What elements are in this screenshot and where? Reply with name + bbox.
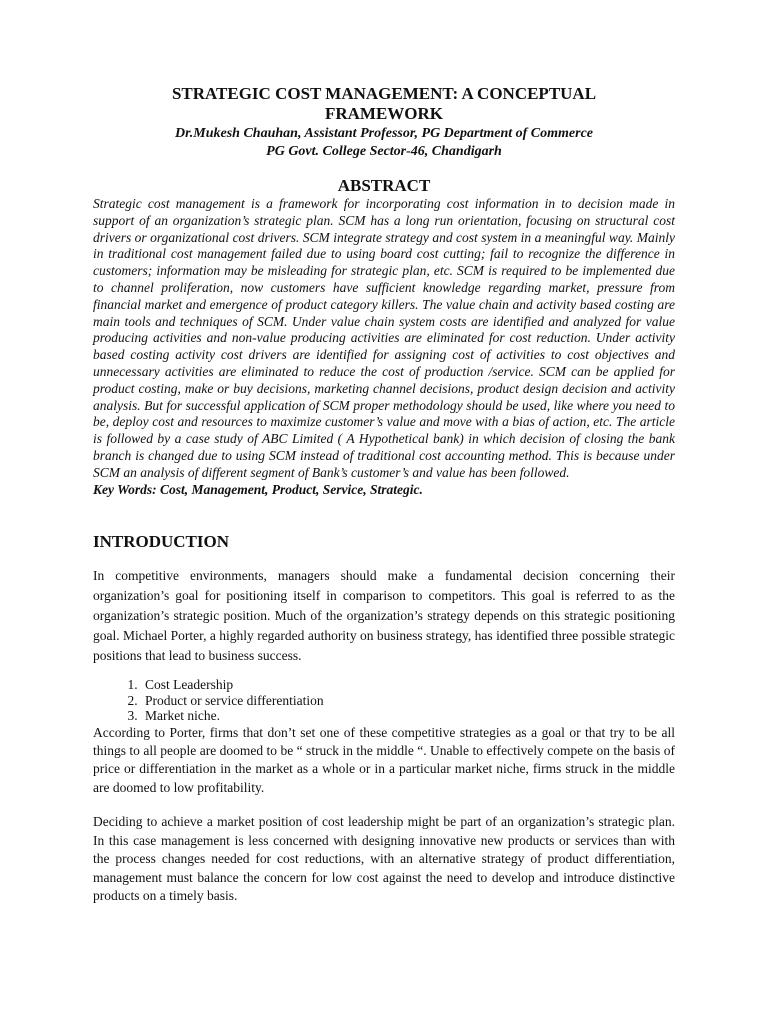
author-affiliation: Dr.Mukesh Chauhan, Assistant Professor, PG Department of Commerce xyxy=(175,126,593,141)
intro-paragraph-2: According to Porter, firms that don’t set one of these competitive strategies as a goal or that try to be all things to all people are doomed to be “ struck in the middle “. Unable to effectively compete on the basis of price or differentiation in the market as a whole or in a particular market niche, firms struck in the middle are doomed to low profitability. xyxy=(93,724,675,795)
list-item: 3. Market niche. xyxy=(141,708,675,724)
introduction-heading: INTRODUCTION xyxy=(93,532,230,552)
keywords: Key Words: Cost, Management, Product, Service, Strategic. xyxy=(93,481,423,497)
paper-page xyxy=(93,84,675,906)
intro-paragraph-1: In competitive environments, managers should make a fundamental decision concerning their organization’s goal for positioning itself in comparison to competitors. This goal is referred to as the organization’s strategic position. Much of the organization’s strategy depends on this strategic positioning goal. Michael Porter, a highly regarded authority on business strategy, has identified three possible strategic positions that lead to business success. xyxy=(93,568,675,664)
list-item: 1. Cost Leadership xyxy=(141,677,675,693)
paper-title: STRATEGIC COST MANAGEMENT: A CONCEPTUAL FRAMEWORK xyxy=(171,84,597,123)
list-item: 2. Product or service differentiation xyxy=(141,693,675,709)
abstract-heading: ABSTRACT xyxy=(337,176,431,195)
intro-paragraph-3: Deciding to achieve a market position of cost leadership might be part of an organization’s strategic plan. In this case management is less concerned with designing innovative new products or services than with the process changes needed for cost reductions, with an alternative strategy of product differentiation, management must balance the concern for low cost against the need to develop and introduce distinctive products on a timely basis. xyxy=(93,814,675,904)
strategy-list xyxy=(93,677,675,724)
abstract-text: Strategic cost management is a framework for incorporating cost information in to decision made in support of an organization’s strategic plan. SCM has a long run orientation, focusing on structural cost drivers or organizational cost drivers. SCM integrate strategy and cost system in a meaningful way. Mainly in traditional cost management failed due to using board cost cutting; fail to recognize the difference in customers; information may be misleading for strategic plan, etc. SCM is required to be implemented due to channel proliferation, now customers have sufficient knowledge regarding market, pressure from financial market and emergence of product category killers. The value chain and activity based costing are main tools and techniques of SCM. Under value chain system costs are identified and analyzed for value producing activities and non-value producing activities are eliminated for cost reduction. Under activity based costing activity cost drivers are identified for assigning cost of activities to cost objectives and unnecessary activities are eliminated to reduce the cost of production /service. SCM can be applied for product costing, make or buy decisions, marketing channel decisions, product design decision and activity analysis. But for successful application of SCM proper methodology should be used, like where you need to be, deploy cost and resources to maximize customer’s value and move with a bias of action, etc. The article is followed by a case study of ABC Limited ( A Hypothetical bank) in which decision of closing the bank branch is changed due to using SCM instead of traditional cost accounting method. This is because under SCM an analysis of different segment of Bank’s customer’s and value has been followed. xyxy=(93,196,675,480)
college-address: PG Govt. College Sector-46, Chandigarh xyxy=(266,144,502,159)
